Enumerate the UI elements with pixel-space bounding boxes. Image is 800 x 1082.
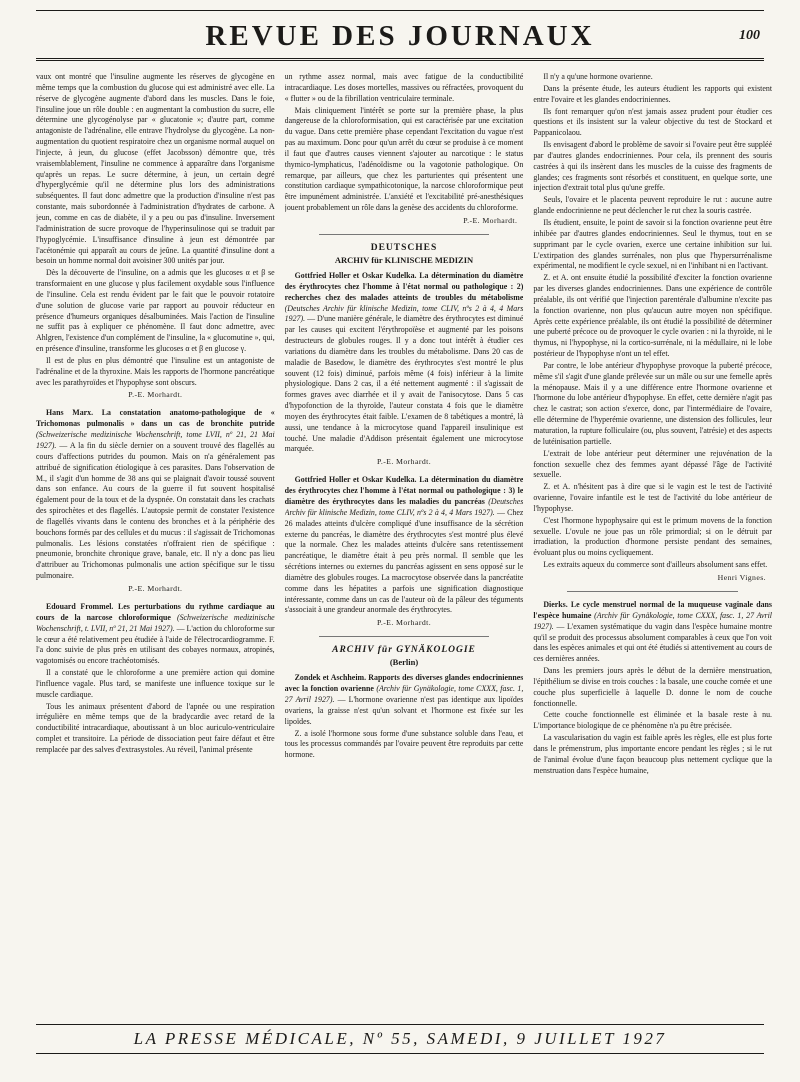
section-title: ARCHIV für GYNÄKOLOGIE	[332, 645, 476, 656]
paragraph: Dans la présente étude, les auteurs étudient les rapports qui existent entre l'ovaire et les glandes endocriniennes.	[533, 83, 772, 104]
author-signature: Henri Vignes.	[717, 572, 767, 582]
article-source: (Schweizerische medizinische Wochenschrift, t. LVII, nº 21, 21 Mai 1927).	[36, 612, 275, 633]
article-source: (Archiv für Gynäkologie, tome CXXX, fasc. 1, 27 Avril 1927).	[533, 610, 772, 631]
article-text: — A la fin du siècle dernier on a souvent trouvé des flagellés au cours d'affections putrides du poumon. Mais on n'a généralement pas attribué de signification étiologique à ces parasites. Dans l'observation de M., il s'agit d'un homme de 38 ans qui se plaignait d'avoir toussé souvent dans son enfance. Au cours de la guerre il fut souvent hospitalisé également pour de la toux et de la dyspnée. On constatait dans les crachats des spirochètes et des flagellés. L'autopsie permit de constater l'existence de flagellés vivants dans le contenu des bronches et à la périphérie des bouchons formés par des cellules et du mucus : il s'agissait de Trichomonas pulmonalis. Les lésions constatées n'offraient rien de spécifique : pneumonie, bronchite chronique grave, banale, etc. Il n'y a donc pas lieu d'attribuer au Trichomonas pulmonalis une action spécifique sur le tissu pulmonaire.	[36, 441, 275, 581]
article-text: — L'action du chloroforme sur le cœur a été relativement peu étudiée à l'aide de l'électrocardiogramme. F. l'a donc suivie de plus près en utilisant des cobayes normaux, atropinés, vagotomisés ou encore trachéotomisés.	[36, 623, 275, 666]
section-divider	[319, 234, 490, 235]
article-heading: Dierks. Le cycle menstruel normal de la muqueuse vaginale dans l'espèce humaine	[533, 599, 772, 620]
paragraph: L'extrait de lobe antérieur peut déterminer une rejuvénation de la fonction sexuelle chez des femmes ayant dépassé l'âge de l'activité sexuelle.	[533, 448, 772, 480]
paragraph: Seuls, l'ovaire et le placenta peuvent reproduire le rut : aucune autre glande endocrinienne ne peut déclencher le rut chez la souris castrée.	[533, 195, 772, 216]
article-abstract	[285, 673, 524, 727]
article-heading: Gottfried Holler et Oskar Kudelka. La détermination du diamètre des érythrocytes chez l'homme à l'état normal ou pathologique : 3) le diamètre des érythrocytes dans les maladies du pancréas	[284, 475, 524, 506]
paragraph: Il est de plus en plus démontré que l'insuline est un antagoniste de l'adrénaline et de la thyroxine. Mais les rapports de l'hormone pancréatique avec les parathyroïdes et l'hypophyse sont obscurs.	[36, 355, 275, 387]
paragraph: Ils font remarquer qu'on n'est jamais assez prudent pour étudier ces questions et ils insistent sur la valeur objective du test de Stockard et Pappanicolaou.	[533, 106, 772, 138]
article-source: (Schweizerische medizinische Wochenschrift, tome LVII, nº 21, 21 Mai 1927).	[36, 430, 275, 450]
paragraph: Mais cliniquement l'intérêt se porte sur la première phase, la plus dangereuse de la chloroformisation, qui est caractérisée par une excitation du vague. Dans cette première phase cependant l'excitation du vague n'est pas au maximum. Donc pour qu'un arrêt du cœur se produise à ce moment il faut que d'autres causes viennent s'ajouter au narcotique : le status thymico-lymphaticus, l'adénoïdisme ou la vagotonie pathologique. On remarque, par ailleurs, que chez les parturientes qui présentent une constitution cardiaque sympathicotonique, la narcose chloroformique peut être impunément administrée. L'anxiété et l'excitabilité pré-anesthésiques jouent probablement un rôle dans la genèse des accidents du chloroforme.	[284, 105, 524, 213]
paragraph: vaux ont montré que l'insuline augmente les réserves de glycogène en même temps que la combustion du glucose qui est administré avec elle. La réserve de glycogène augmente d'abord dans les muscles. Dans le foie, l'insuline joue un rôle double : en augmentant la combustion du sucre, elle détermine une glycogénolyse par « glucatonie »; d'autre part, comme antagoniste de l'adrénaline, elle entrave l'hydrolyse du glycogène. La non-augmentation du quotient respiratoire chez un organisme normal auquel on l'injecte, à jeun, du glucose (effet Jacobsson) démontre que, très vraisemblablement, l'insuline ne commence à apparaître dans l'organisme qu'après un repas. Le sucre détermine, à jeun, un certain degré d'hyperglycémie qu'il ne détermine plus lors des administrations subséquentes. Il faut donc admettre que la production d'insuline n'est pas constante, mais subordonnée à l'administration d'hydrates de carbone. A jeun, comme en cas de diabète, il y a peu ou pas d'insuline. Inversement l'administration de sucre provoque de l'hyperinsulinose qui se traduit par l'hypoglycémie. L'insuffisance d'insuline à jeun est démontrée par l'acétonémie qui apparaît au cours de jeûne. La quantité d'insuline dont a besoin un homme normal doit avoisiner 300 unités par jour.	[36, 72, 275, 266]
article-text: — D'une manière générale, le diamètre des érythrocytes est diminué par les causes qui excitent l'érythropoïèse et augmenté par les poisons destructeurs de globules rouges. Il y a donc tout intérêt à étudier ces variations du diamètre dans les troubles du métabolisme. Dans 20 cas de maladie de Basedow, le diamètre des érythrocytes s'est montré le plus souvent (12 fois) diminué, parfois même (4 fois) inférieur à la limite physiologique. Dans 2 cas, il a été nettement augmenté : il s'agissait de formes graves avec diarrhée et il y avait de l'anisocytose. Dans 5 cas d'hypofonction de la thyroïde, l'auteur constata 4 fois que le diamètre moyen des érythrocytes était faible. L'examen de 8 tabétiques a montré, là aussi, une tendance à la microcytose quand l'appareil insulinique est touché. Une maladie d'Addison présentait également une microcytose marquée.	[284, 314, 524, 454]
author-signature: P.-E. Morhardt.	[128, 583, 183, 593]
paragraph: Ils étudient, ensuite, le point de savoir si la fonction ovarienne peut être inhibée par d'autres glandes endocriniennes. Seul le thymus, tout en se supprimant par le cycle ovarien, exerce une certaine inhibition sur lui. L'extirpation des glandes surrénales, non plus que l'hypersurrénalisme expérimental, ne modifient le cycle sexuel, ni en l'inhibant ni en l'activant.	[533, 217, 772, 271]
paragraph: C'est l'hormone hypophysaire qui est le primum movens de la fonction sexuelle. L'ovule ne joue pas un rôle primordial; si on le détruit par irradiation, la production d'hormone persiste pendant des semaines, évoluant plus ou moins cycliquement.	[533, 515, 772, 558]
author-signature: P.-E. Morhardt.	[463, 215, 518, 225]
section-subtitle: ARCHIV für KLINISCHE MEDIZIN	[334, 254, 474, 265]
article-abstract	[285, 475, 524, 616]
header-top-rule	[36, 10, 764, 11]
page-footer	[36, 1024, 764, 1054]
page-header	[36, 10, 764, 61]
article-heading: Gottfried Holler et Oskar Kudelka. La détermination du diamètre des érythrocytes chez l'homme à l'état normal ou pathologique : 2) recherches chez des malades atteints de troubles du métabolisme	[284, 270, 524, 302]
author-signature: P.-E. Morhardt.	[376, 457, 432, 467]
article-source: (Deutsches Archiv für klinische Medizin, tome CLIV, nºs 2 à 4, 4 Mars 1927).	[284, 303, 524, 324]
article-heading: Hans Marx. La constatation anatomo-pathologique de « Trichomonas pulmonalis » dans un cas de bronchite putride	[36, 408, 275, 429]
article-source: (Deutsches Archiv für klinische Medizin, tome CLIV, nºs 2 à 4, 4 Mars 1927).	[284, 497, 524, 517]
page-number: 100	[739, 28, 760, 43]
paragraph: Il n'y a qu'une hormone ovarienne.	[543, 72, 653, 81]
paragraph: Z. et A. n'hésitent pas à dire que si le vagin est le test de l'activité ovarienne, l'ovaire infantile est le test de l'activité du lobe antérieur de l'hypophyse.	[533, 482, 772, 513]
article-abstract	[285, 271, 524, 455]
article-abstract	[36, 408, 275, 582]
paragraph: Z. et A. ont ensuite étudié la possibilité d'exciter la fonction ovarienne par les diverses glandes endocriniennes. Dans une expérience de contrôle préalable, ils ont vérifié que l'injection parentérale d'albumine n'excite pas la fonction ovarienne, non plus qu'aucun autre moyen non spécifique. Après cette expérience préalable, ils ont étudié la possibilité de déterminer une puberté précoce ou de provoquer le cycle ovarien : ni la thyroïde, ni le thymus, ni l'hypophyse, ni la cortico-surrénale, ni la médullaire, ni le lobe postérieur de l'hypophyse n'ont un tel effet.	[533, 273, 772, 359]
paragraph: Les extraits aqueux du commerce sont d'ailleurs absolument sans effet.	[543, 560, 768, 570]
column-2	[285, 72, 524, 1014]
paragraph: Il a constaté que le chloroforme a une première action qui domine l'influence vagale. Plus tard, se manifeste une influence toxique sur le muscle cardiaque.	[36, 668, 275, 699]
article-abstract	[36, 602, 275, 667]
paragraph: Ils envisagent d'abord le problème de savoir si l'ovaire peut être suppléé par d'autres glandes endocriniennes. Pour cela, ils prennent des souris castrées à qui ils insèrent dans les muscles de la cuisse des fragments de glandes; ces fragments sont résorbés et constituent, en quelque sorte, une injection d'extrait total plus qu'une greffe.	[533, 140, 772, 193]
section-divider	[567, 591, 738, 592]
section-subtitle: (Berlin)	[389, 657, 419, 668]
article-abstract	[533, 600, 772, 665]
paragraph: Dans les premiers jours après le début de la dernière menstruation, l'épithélium se divise en trois couches : la basale, une couche cornée et une couche plus superficielle à laquelle D. donne le nom de couche fonctionnelle.	[533, 666, 772, 708]
paragraph: Tous les animaux présentent d'abord de l'apnée ou une respiration irrégulière en même temps que de la bradycardie avec retard de la conductibilité intracardiaque, aboutissant à un bloc auriculo-ventriculaire complet et transitoire. La période de dissociation peut faire défaut et être remplacée par des salves d'extrasystoles. Au réveil, l'animal présente	[36, 701, 275, 754]
article-text: — L'hormone ovarienne n'est pas identique aux lipoïdes ovariens, la graisse n'est qu'un solvant et l'hormone est fixée sur les lipoïdes.	[284, 694, 524, 726]
article-columns	[36, 72, 772, 1014]
column-3	[533, 72, 772, 1014]
author-signature: P.-E. Morhardt.	[376, 618, 432, 628]
article-text: — L'examen systématique du vagin dans l'espèce humaine montre qu'il se produit des processus absolument comparables à ceux que l'on voit dans les espèces animales et qui ont été étudiés si attentivement au cours de ces dernières années.	[533, 621, 772, 664]
paragraph: Dès la découverte de l'insuline, on a admis que les glucoses α et β se transformaient en une glucose γ plus facilement oxydable sous l'influence de l'insuline. Cela est rendu évident par le fait que le pouvoir rotatoire d'une solution de glucose varie par rapport au pouvoir réducteur en présence d'humeurs organiques désalbuminées. Mais l'action de l'insuline ne suffit pas à expliquer ce phénomène. Il faut donc admettre, avec Ahlgren, l'existence d'un complément de l'insuline, la « glucomutine », qui, en présence d'insuline, transforme les glucoses α et β en glucose γ.	[36, 268, 275, 354]
article-source: (Archiv für Gynäkologie, tome CXXX, fasc. 1, 27 Avril 1927).	[284, 684, 524, 704]
column-1	[36, 72, 275, 1014]
paragraph: La vascularisation du vagin est faible après les règles, elle est plus forte dans le prémenstrum, plus importante encore pendant les règles ; si le rut de l'animal évolue d'une façon beaucoup plus nettement cyclique que la menstruation dans l'espèce humaine,	[533, 733, 772, 775]
section-title: DEUTSCHES	[370, 242, 438, 253]
article-heading: Zondek et Aschheim. Rapports des diverses glandes endocriniennes avec la fonction ovarienne	[284, 673, 524, 694]
paragraph: Par contre, le lobe antérieur d'hypophyse provoque la puberté précoce, même s'il s'agit d'une glande prélevée sur un mâle ou sur une femelle après la ménopause. Mais il y a une différence entre l'hormone ovarienne et l'hormone du lobe antérieur d'hypophyse. En effet, cette dernière n'agit pas chez le castrat; son action s'exerce, donc, par l'intermédiaire de l'ovaire, elle détermine de l'hyperémie ovarienne, une distension des follicules, leur maturation, la rupture folliculaire (ou, plus souvent, l'atrésie) et des aspects de lutéinisation partielle.	[533, 360, 772, 446]
paragraph: Z. a isolé l'hormone sous forme d'une substance soluble dans l'eau, et tous les processus commandés par l'ovaire peuvent être reproduits par cette hormone.	[284, 728, 524, 760]
paragraph: un rythme assez normal, mais avec fatigue de la conductibilité intracardiaque. Les doses mortelles, massives ou réfractées, provoquent du « flutter » ou de la fibrillation ventriculaire terminale.	[284, 72, 524, 103]
article-heading: Edouard Frommel. Les perturbations du rythme cardiaque au cours de la narcose chloroformique	[36, 601, 275, 622]
article-text: — Chez 26 malades atteints d'ulcère compliqué d'une insuffisance de la sécrétion externe du pancréas, le diamètre des érythrocytes s'est montré plus élevé que la normale. Chez les malades atteints d'ulcère sans retentissement pancréatique, le diamètre était à peu près normal. Il semble que les sécrétions internes ou externes du pancréas agissent en sens opposé sur le diamètre des globules rouges. La macrocytose observée dans la pancréatite comme dans les hépatites a parfois une signification diagnostique intéressante, comme dans un cas de l'auteur où de la pâleur des téguments s'associait à une grandeur anormale des érythrocytes.	[284, 507, 524, 615]
section-divider	[319, 636, 490, 637]
paragraph: Cette couche fonctionnelle est éliminée et la basale reste à nu. L'importance biologique de ce phénomène n'a pu être précisée.	[533, 710, 772, 731]
journal-title: REVUE DES JOURNAUX	[205, 20, 595, 52]
footer-publication-line: LA PRESSE MÉDICALE, Nº 55, SAMEDI, 9 JUILLET 1927	[133, 1029, 667, 1048]
author-signature: P.-E. Morhardt.	[128, 390, 183, 400]
